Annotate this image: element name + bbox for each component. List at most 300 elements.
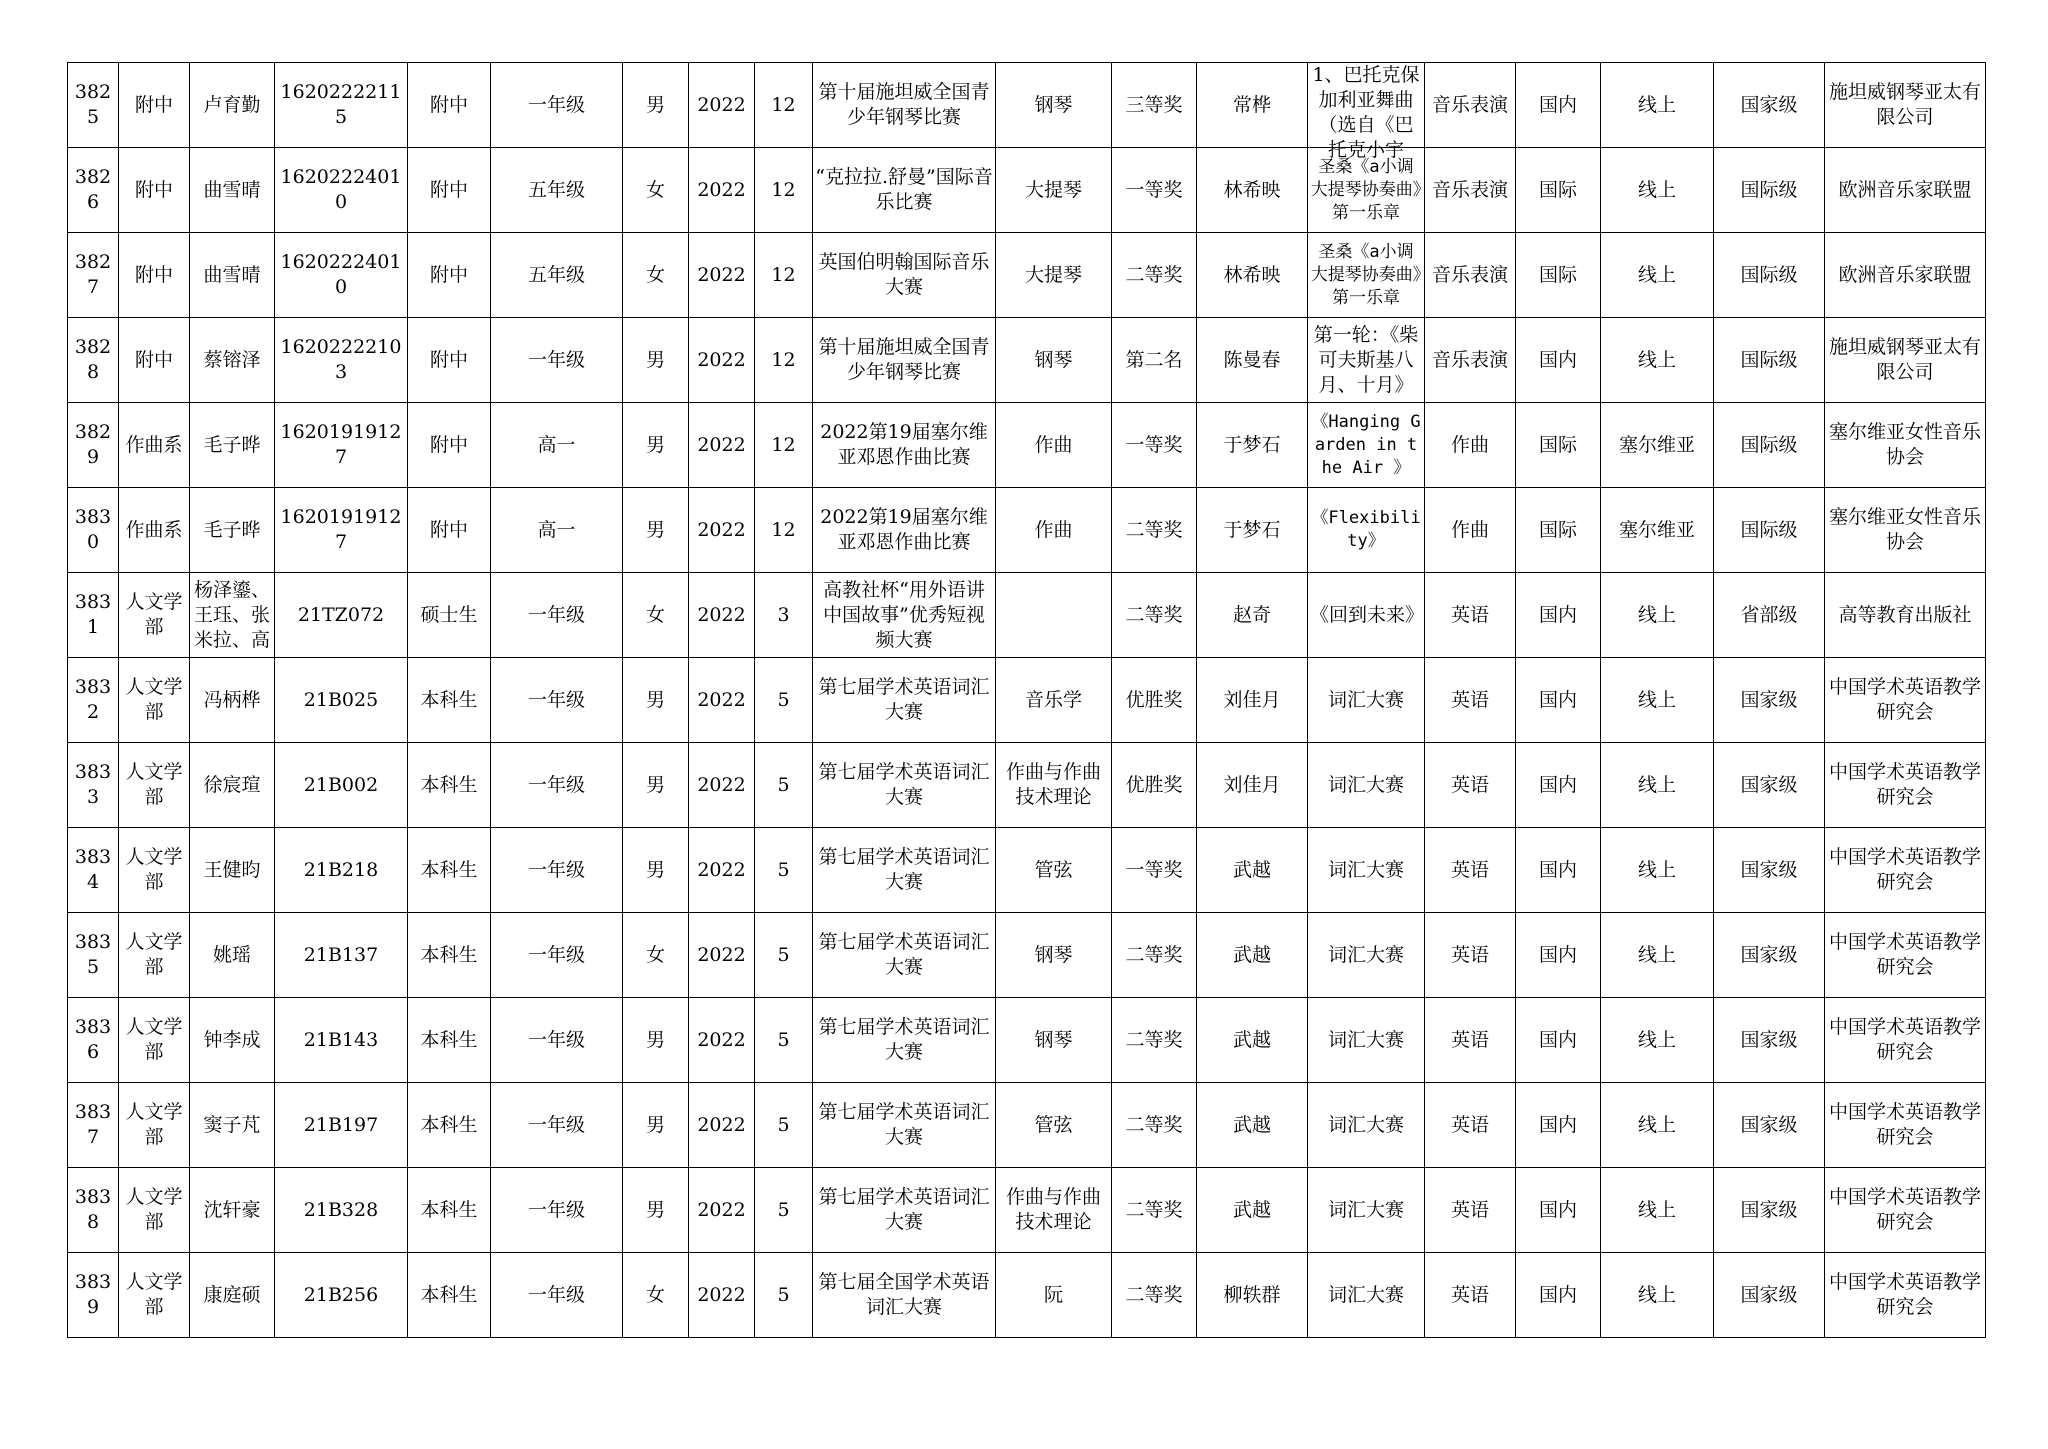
competition-text: 第七届学术英语词汇大赛 [818, 1016, 990, 1063]
teacher-text: 武越 [1232, 858, 1271, 881]
teacher-cell [1197, 1168, 1308, 1253]
organizer-text: 施坦威钢琴亚太有限公司 [1828, 81, 1981, 128]
student-name-cell [190, 488, 275, 573]
type-text: 英语 [1450, 603, 1489, 626]
grade-text: 高一 [537, 518, 576, 541]
venue-text: 线上 [1637, 858, 1676, 881]
award-text: 二等奖 [1125, 263, 1183, 286]
category-text: 钢琴 [1034, 348, 1073, 371]
student-name-cell [190, 658, 275, 743]
grade-text: 一年级 [527, 603, 585, 626]
teacher-cell [1197, 318, 1308, 403]
category-cell [996, 658, 1112, 743]
student-level-cell [408, 63, 491, 148]
row-number-text: 3825 [74, 81, 112, 128]
organizer-text: 中国学术英语教学研究会 [1828, 761, 1981, 808]
scope-text: 国际 [1538, 263, 1577, 286]
student-name-cell [190, 403, 275, 488]
grade-text: 一年级 [527, 348, 585, 371]
student-level-text: 本科生 [420, 943, 478, 966]
competition-level-text: 国家级 [1740, 858, 1798, 881]
organizer-text: 中国学术英语教学研究会 [1828, 846, 1981, 893]
gender-text: 男 [645, 1198, 665, 1221]
organizer-text: 塞尔维亚女性音乐协会 [1828, 421, 1981, 468]
scope-text: 国内 [1538, 348, 1577, 371]
competition-text: 第七届学术英语词汇大赛 [818, 931, 990, 978]
venue-text: 线上 [1637, 178, 1676, 201]
grade-text: 高一 [537, 433, 576, 456]
venue-text: 线上 [1637, 263, 1676, 286]
student-name-cell [190, 998, 275, 1083]
teacher-text: 于梦石 [1223, 518, 1281, 541]
piece-cell [1308, 63, 1425, 161]
teacher-text: 武越 [1232, 1198, 1271, 1221]
scope-cell [1516, 1168, 1601, 1253]
gender-cell [623, 148, 689, 233]
category-text: 管弦 [1034, 1113, 1073, 1136]
row-number-text: 3838 [74, 1186, 112, 1233]
month-cell [755, 913, 813, 998]
gender-text: 男 [645, 518, 665, 541]
month-cell [755, 573, 813, 658]
month-text: 5 [777, 1283, 790, 1306]
grade-text: 一年级 [527, 1198, 585, 1221]
grade-cell [491, 998, 623, 1083]
month-cell [755, 1083, 813, 1168]
piece-text: 《Flexibility》 [1311, 508, 1421, 551]
student-level-cell [408, 658, 491, 743]
scope-cell [1516, 233, 1601, 318]
table-row [68, 828, 1986, 913]
competition-level-text: 国家级 [1740, 688, 1798, 711]
student-level-text: 本科生 [420, 1283, 478, 1306]
student-level-cell [408, 743, 491, 828]
grade-cell [491, 318, 623, 403]
year-cell [689, 1083, 755, 1168]
month-text: 3 [777, 603, 790, 626]
year-cell [689, 828, 755, 913]
scope-cell [1516, 743, 1601, 828]
gender-text: 男 [645, 348, 665, 371]
scope-cell [1516, 913, 1601, 998]
piece-cell [1308, 828, 1425, 913]
year-cell [689, 318, 755, 403]
student-id-text: 16202224010 [280, 251, 402, 298]
teacher-text: 武越 [1232, 1028, 1271, 1051]
student-level-text: 本科生 [420, 688, 478, 711]
student-name-cell [190, 1253, 275, 1338]
scope-cell [1516, 828, 1601, 913]
row-number-cell [68, 63, 119, 148]
competition-cell [813, 148, 996, 233]
grade-text: 一年级 [527, 1283, 585, 1306]
department-text: 附中 [134, 348, 173, 371]
category-text: 大提琴 [1024, 263, 1082, 286]
piece-cell [1308, 1253, 1425, 1338]
award-cell [1112, 828, 1197, 913]
scope-text: 国际 [1538, 433, 1577, 456]
year-cell [689, 913, 755, 998]
month-text: 5 [777, 688, 790, 711]
competition-level-text: 国家级 [1740, 773, 1798, 796]
scope-text: 国内 [1538, 1028, 1577, 1051]
grade-text: 五年级 [527, 178, 585, 201]
venue-cell [1601, 828, 1714, 913]
award-cell [1112, 318, 1197, 403]
scope-text: 国内 [1538, 1198, 1577, 1221]
department-cell [119, 998, 190, 1083]
year-text: 2022 [697, 943, 746, 966]
student-level-text: 本科生 [420, 1198, 478, 1221]
organizer-cell [1825, 233, 1986, 318]
grade-text: 一年级 [527, 858, 585, 881]
teacher-cell [1197, 573, 1308, 658]
piece-cell [1308, 233, 1425, 318]
competition-text: 英国伯明翰国际音乐大赛 [818, 251, 990, 298]
scope-text: 国际 [1538, 178, 1577, 201]
student-name-text: 曲雪晴 [203, 178, 261, 201]
piece-text: 词汇大赛 [1327, 1113, 1404, 1136]
competition-level-text: 国家级 [1740, 93, 1798, 116]
venue-cell [1601, 998, 1714, 1083]
row-number-cell [68, 743, 119, 828]
competition-level-cell [1714, 233, 1825, 318]
category-cell [996, 998, 1112, 1083]
venue-cell [1601, 743, 1714, 828]
teacher-cell [1197, 63, 1308, 148]
award-text: 二等奖 [1125, 1028, 1183, 1051]
gender-text: 女 [645, 603, 665, 626]
piece-cell [1308, 318, 1425, 403]
student-level-cell [408, 1168, 491, 1253]
student-id-cell [275, 998, 408, 1083]
row-number-cell [68, 1168, 119, 1253]
organizer-cell [1825, 488, 1986, 573]
student-id-text: 16201919127 [280, 506, 402, 553]
piece-cell [1308, 1168, 1425, 1253]
table-row [68, 743, 1986, 828]
type-text: 英语 [1450, 1113, 1489, 1136]
competition-text: 2022第19届塞尔维亚邓恩作曲比赛 [820, 506, 988, 553]
month-cell [755, 403, 813, 488]
student-level-cell [408, 1253, 491, 1338]
month-text: 12 [771, 263, 796, 286]
award-text: 二等奖 [1125, 1198, 1183, 1221]
student-name-cell [190, 148, 275, 233]
piece-cell [1308, 658, 1425, 743]
month-cell [755, 743, 813, 828]
competition-text: 第七届学术英语词汇大赛 [818, 1101, 990, 1148]
category-cell [996, 318, 1112, 403]
row-number-cell [68, 828, 119, 913]
grade-cell [491, 1253, 623, 1338]
category-text: 管弦 [1034, 858, 1073, 881]
department-cell [119, 318, 190, 403]
teacher-text: 赵奇 [1232, 603, 1271, 626]
competition-cell [813, 1083, 996, 1168]
competition-level-text: 国家级 [1740, 1198, 1798, 1221]
grade-text: 一年级 [527, 773, 585, 796]
grade-cell [491, 1083, 623, 1168]
year-cell [689, 573, 755, 658]
student-id-text: 21B137 [303, 943, 379, 966]
venue-cell [1601, 1253, 1714, 1338]
student-name-text: 徐宸瑄 [203, 773, 261, 796]
gender-text: 男 [645, 1113, 665, 1136]
year-cell [689, 998, 755, 1083]
department-cell [119, 233, 190, 318]
organizer-text: 中国学术英语教学研究会 [1828, 1271, 1981, 1318]
month-cell [755, 318, 813, 403]
piece-cell [1308, 148, 1425, 233]
teacher-cell [1197, 1083, 1308, 1168]
teacher-cell [1197, 488, 1308, 573]
category-text: 钢琴 [1034, 93, 1073, 116]
category-text: 作曲 [1034, 518, 1073, 541]
table-row [68, 573, 1986, 658]
student-id-cell [275, 233, 408, 318]
table-row [68, 1083, 1986, 1168]
month-text: 5 [777, 1028, 790, 1051]
teacher-text: 林希映 [1223, 178, 1281, 201]
student-id-cell [275, 1168, 408, 1253]
competition-cell [813, 63, 996, 148]
type-cell [1425, 233, 1516, 318]
month-text: 5 [777, 773, 790, 796]
department-cell [119, 658, 190, 743]
organizer-cell [1825, 913, 1986, 998]
venue-text: 线上 [1637, 603, 1676, 626]
organizer-text: 欧洲音乐家联盟 [1838, 178, 1972, 201]
organizer-text: 中国学术英语教学研究会 [1828, 1186, 1981, 1233]
teacher-cell [1197, 828, 1308, 913]
student-level-text: 附中 [429, 263, 468, 286]
award-text: 一等奖 [1125, 433, 1183, 456]
piece-text: 圣桑《a小调大提琴协奏曲》第一乐章 [1310, 156, 1422, 223]
competition-level-text: 国际级 [1740, 433, 1798, 456]
gender-cell [623, 828, 689, 913]
competition-level-cell [1714, 573, 1825, 658]
category-text: 作曲与作曲技术理论 [1005, 761, 1101, 808]
type-cell [1425, 828, 1516, 913]
year-text: 2022 [697, 348, 746, 371]
scope-text: 国际 [1538, 518, 1577, 541]
grade-cell [491, 233, 623, 318]
competition-cell [813, 488, 996, 573]
competition-level-cell [1714, 828, 1825, 913]
student-level-text: 本科生 [420, 773, 478, 796]
year-text: 2022 [697, 858, 746, 881]
student-name-cell [190, 743, 275, 828]
row-number-cell [68, 148, 119, 233]
scope-text: 国内 [1538, 943, 1577, 966]
student-level-cell [408, 573, 491, 658]
venue-text: 塞尔维亚 [1618, 518, 1695, 541]
student-name-text: 窦子芃 [203, 1113, 261, 1136]
category-cell [996, 743, 1112, 828]
category-text: 作曲与作曲技术理论 [1005, 1186, 1101, 1233]
gender-cell [623, 318, 689, 403]
student-level-text: 附中 [429, 93, 468, 116]
student-id-cell [275, 1253, 408, 1338]
venue-cell [1601, 488, 1714, 573]
award-text: 优胜奖 [1125, 773, 1183, 796]
student-name-cell [190, 913, 275, 998]
scope-cell [1516, 318, 1601, 403]
row-number-text: 3832 [74, 676, 112, 723]
department-cell [119, 403, 190, 488]
student-id-cell [275, 913, 408, 998]
department-cell [119, 828, 190, 913]
month-text: 12 [771, 348, 796, 371]
row-number-cell [68, 233, 119, 318]
competition-level-cell [1714, 403, 1825, 488]
venue-text: 线上 [1637, 1113, 1676, 1136]
year-cell [689, 658, 755, 743]
venue-text: 线上 [1637, 773, 1676, 796]
venue-text: 线上 [1637, 348, 1676, 371]
competition-level-cell [1714, 1083, 1825, 1168]
awards-table [67, 62, 1986, 1338]
month-text: 12 [771, 93, 796, 116]
grade-cell [491, 658, 623, 743]
month-text: 5 [777, 1113, 790, 1136]
type-cell [1425, 573, 1516, 658]
venue-text: 线上 [1637, 1198, 1676, 1221]
row-number-text: 3830 [74, 506, 112, 553]
gender-cell [623, 998, 689, 1083]
organizer-text: 中国学术英语教学研究会 [1828, 1016, 1981, 1063]
year-text: 2022 [697, 178, 746, 201]
student-level-text: 附中 [429, 178, 468, 201]
student-name-cell [190, 63, 275, 148]
student-id-cell [275, 573, 408, 658]
award-cell [1112, 63, 1197, 148]
type-cell [1425, 1168, 1516, 1253]
student-name-text: 曲雪晴 [203, 263, 261, 286]
venue-cell [1601, 148, 1714, 233]
department-text: 人文学部 [125, 676, 183, 723]
scope-cell [1516, 488, 1601, 573]
organizer-cell [1825, 1253, 1986, 1338]
student-name-text: 毛子晔 [203, 433, 261, 456]
competition-cell [813, 233, 996, 318]
year-cell [689, 63, 755, 148]
row-number-text: 3839 [74, 1271, 112, 1318]
table-row [68, 318, 1986, 403]
category-text: 作曲 [1034, 433, 1073, 456]
competition-cell [813, 1168, 996, 1253]
department-text: 附中 [134, 178, 173, 201]
student-id-text: 21B025 [303, 688, 379, 711]
student-level-cell [408, 403, 491, 488]
department-text: 附中 [134, 93, 173, 116]
row-number-cell [68, 488, 119, 573]
piece-cell [1308, 403, 1425, 488]
grade-text: 一年级 [527, 1113, 585, 1136]
competition-level-cell [1714, 318, 1825, 403]
competition-text: 第七届全国学术英语词汇大赛 [818, 1271, 990, 1318]
award-cell [1112, 1083, 1197, 1168]
competition-text: 第七届学术英语词汇大赛 [818, 1186, 990, 1233]
year-text: 2022 [697, 1283, 746, 1306]
organizer-text: 高等教育出版社 [1838, 603, 1972, 626]
department-text: 人文学部 [125, 931, 183, 978]
department-text: 人文学部 [125, 761, 183, 808]
year-cell [689, 743, 755, 828]
competition-level-cell [1714, 743, 1825, 828]
student-level-cell [408, 998, 491, 1083]
organizer-cell [1825, 1083, 1986, 1168]
award-cell [1112, 913, 1197, 998]
category-text: 音乐学 [1024, 688, 1082, 711]
teacher-cell [1197, 913, 1308, 998]
competition-level-text: 国际级 [1740, 263, 1798, 286]
row-number-text: 3834 [74, 846, 112, 893]
department-cell [119, 1253, 190, 1338]
type-text: 音乐表演 [1431, 93, 1508, 116]
organizer-text: 塞尔维亚女性音乐协会 [1828, 506, 1981, 553]
competition-level-cell [1714, 1253, 1825, 1338]
student-level-text: 硕士生 [420, 603, 478, 626]
competition-level-text: 国际级 [1740, 178, 1798, 201]
student-name-cell [190, 1168, 275, 1253]
department-text: 作曲系 [125, 433, 183, 456]
piece-text: 1、巴托克保加利亚舞曲（选自《巴托克小宇 [1312, 64, 1420, 161]
department-text: 人文学部 [125, 591, 183, 638]
department-text: 人文学部 [125, 846, 183, 893]
teacher-cell [1197, 1253, 1308, 1338]
venue-cell [1601, 318, 1714, 403]
teacher-cell [1197, 148, 1308, 233]
organizer-cell [1825, 658, 1986, 743]
scope-text: 国内 [1538, 1283, 1577, 1306]
competition-text: 第七届学术英语词汇大赛 [818, 761, 990, 808]
scope-text: 国内 [1538, 858, 1577, 881]
table-row [68, 233, 1986, 318]
teacher-text: 常桦 [1232, 93, 1271, 116]
competition-cell [813, 913, 996, 998]
table-row [68, 913, 1986, 998]
year-text: 2022 [697, 518, 746, 541]
venue-text: 线上 [1637, 943, 1676, 966]
organizer-text: 中国学术英语教学研究会 [1828, 1101, 1981, 1148]
award-cell [1112, 233, 1197, 318]
student-level-cell [408, 148, 491, 233]
organizer-cell [1825, 63, 1986, 148]
department-text: 附中 [134, 263, 173, 286]
row-number-text: 3837 [74, 1101, 112, 1148]
award-text: 三等奖 [1125, 93, 1183, 116]
student-name-text: 王健昀 [203, 858, 261, 881]
student-id-text: 21B002 [303, 773, 379, 796]
gender-cell [623, 1253, 689, 1338]
award-cell [1112, 998, 1197, 1083]
competition-level-text: 国家级 [1740, 1028, 1798, 1051]
student-id-text: 21B197 [303, 1113, 379, 1136]
venue-cell [1601, 913, 1714, 998]
type-cell [1425, 743, 1516, 828]
venue-cell [1601, 1083, 1714, 1168]
type-cell [1425, 148, 1516, 233]
row-number-text: 3826 [74, 166, 112, 213]
grade-cell [491, 828, 623, 913]
row-number-cell [68, 998, 119, 1083]
student-id-cell [275, 403, 408, 488]
department-text: 作曲系 [125, 518, 183, 541]
student-level-text: 本科生 [420, 1028, 478, 1051]
award-text: 二等奖 [1125, 603, 1183, 626]
